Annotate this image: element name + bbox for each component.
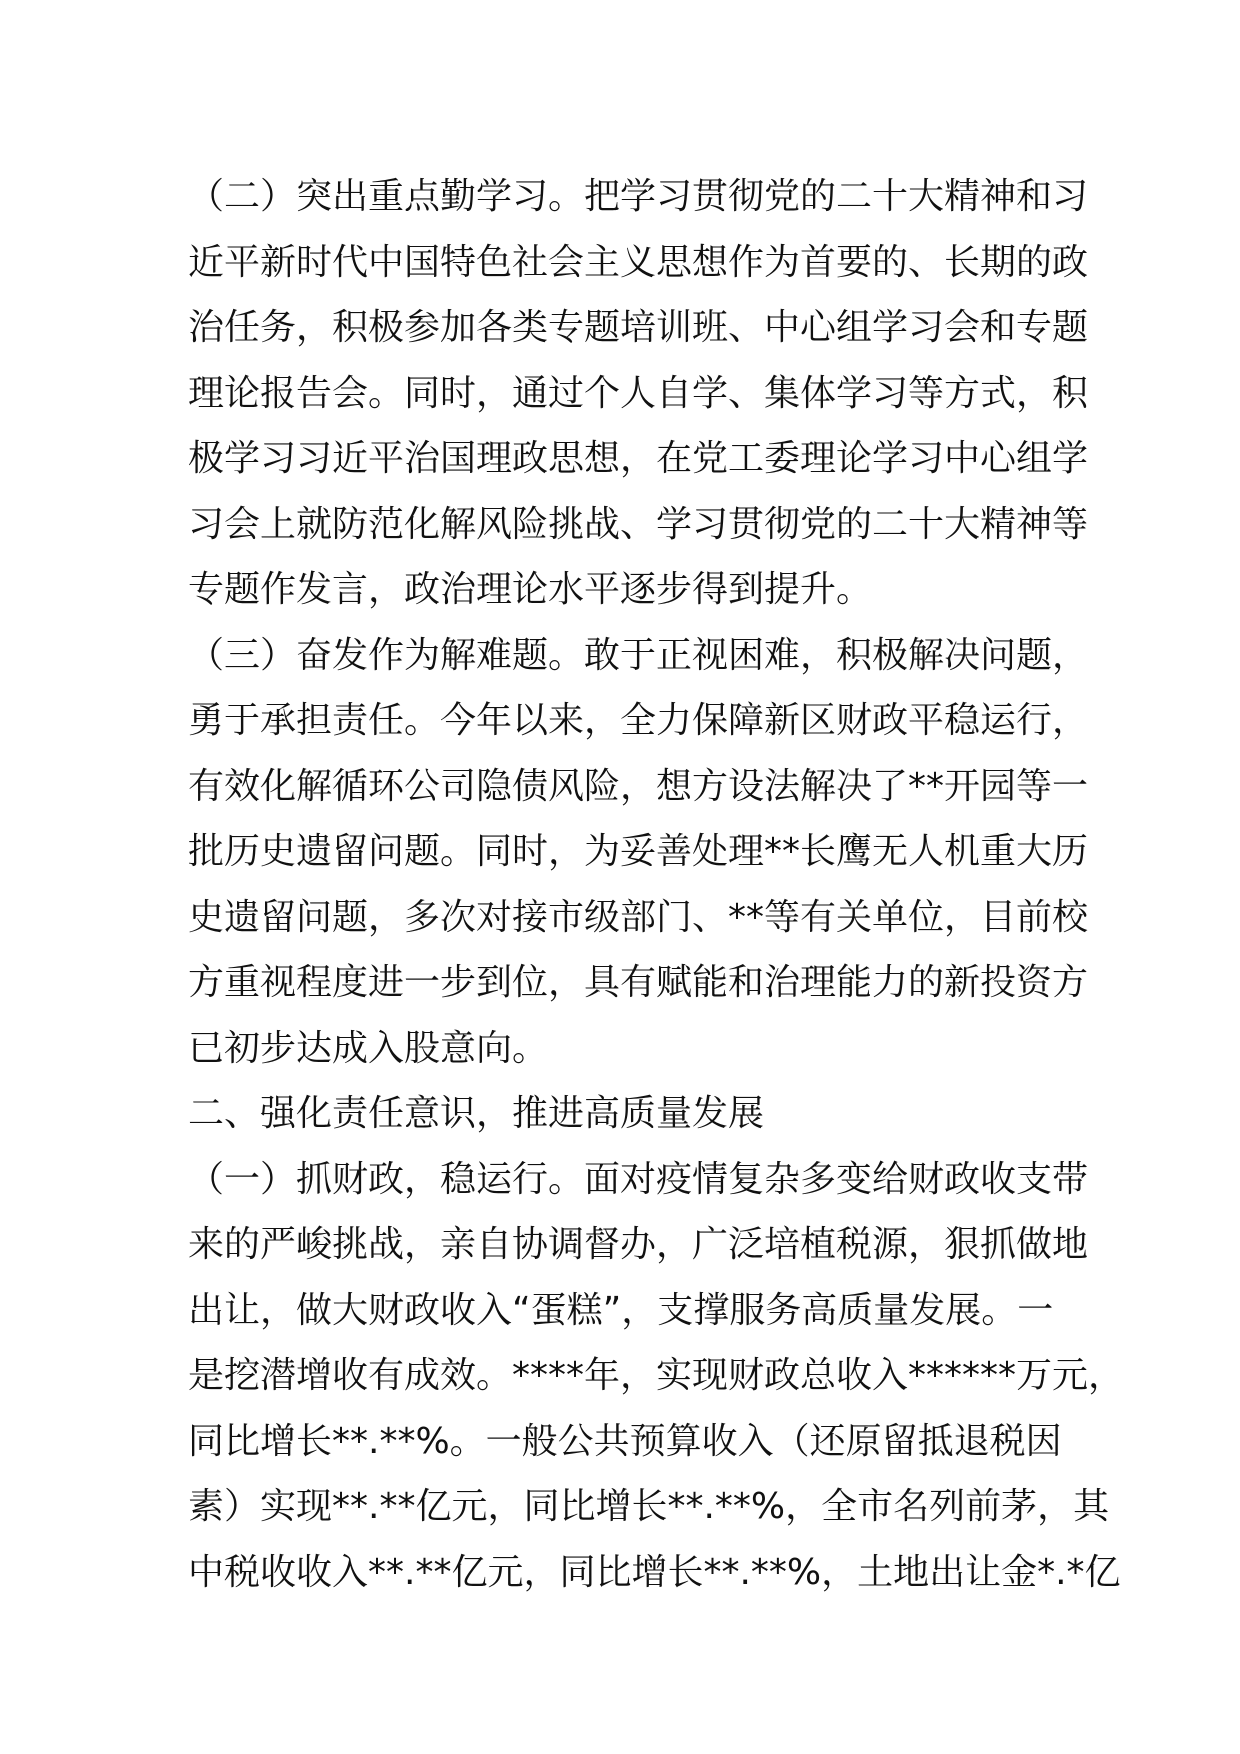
text-line: 史遗留问题，多次对接市级部门、**等有关单位，目前校: [188, 896, 1089, 938]
text-line: （一）抓财政，稳运行。面对疫情复杂多变给财政收支带: [188, 1158, 1089, 1200]
text-line: 已初步达成入股意向。: [188, 1027, 549, 1069]
section-heading: 二、强化责任意识，推进高质量发展: [188, 1093, 765, 1134]
text-line: 是挖潜增收有成效。****年，实现财政总收入******万元，: [188, 1355, 1125, 1396]
text-line: 素）实现**.**亿元，同比增长**.**%，全市名列前茅，其: [188, 1486, 1110, 1527]
text-line: （三）奋发作为解难题。敢于正视困难，积极解决问题，: [188, 634, 1089, 676]
text-line: 治任务，积极参加各类专题培训班、中心组学习会和专题: [188, 307, 1089, 348]
text-line: 方重视程度进一步到位，具有赋能和治理能力的新投资方: [188, 962, 1089, 1003]
text-line: 有效化解循环公司隐债风险，想方设法解决了**开园等一: [188, 765, 1089, 807]
text-line: 中税收收入**.**亿元，同比增长**.**%，土地出让金*.*亿: [188, 1551, 1121, 1593]
text-line: （二）突出重点勤学习。把学习贯彻党的二十大精神和习: [188, 176, 1089, 217]
text-line: 极学习习近平治国理政思想，在党工委理论学习中心组学: [188, 438, 1089, 479]
text-line: 来的严峻挑战，亲自协调督办，广泛培植税源，狠抓做地: [188, 1224, 1089, 1265]
text-line: 出让，做大财政收入“蛋糕”，支撑服务高质量发展。一: [188, 1289, 1054, 1331]
text-line: 勇于承担责任。今年以来，全力保障新区财政平稳运行，: [188, 700, 1089, 741]
text-line: 习会上就防范化解风险挑战、学习贯彻党的二十大精神等: [188, 503, 1089, 545]
text-line: 批历史遗留问题。同时，为妥善处理**长鹰无人机重大历: [188, 831, 1089, 872]
text-line: 专题作发言，政治理论水平逐步得到提升。: [188, 569, 873, 610]
text-line: 近平新时代中国特色社会主义思想作为首要的、长期的政: [188, 241, 1089, 283]
document-body: [188, 164, 1125, 1605]
text-line: 理论报告会。同时，通过个人自学、集体学习等方式，积: [188, 372, 1089, 414]
text-line: 同比增长**.**%。一般公共预算收入（还原留抵退税因: [188, 1420, 1062, 1462]
